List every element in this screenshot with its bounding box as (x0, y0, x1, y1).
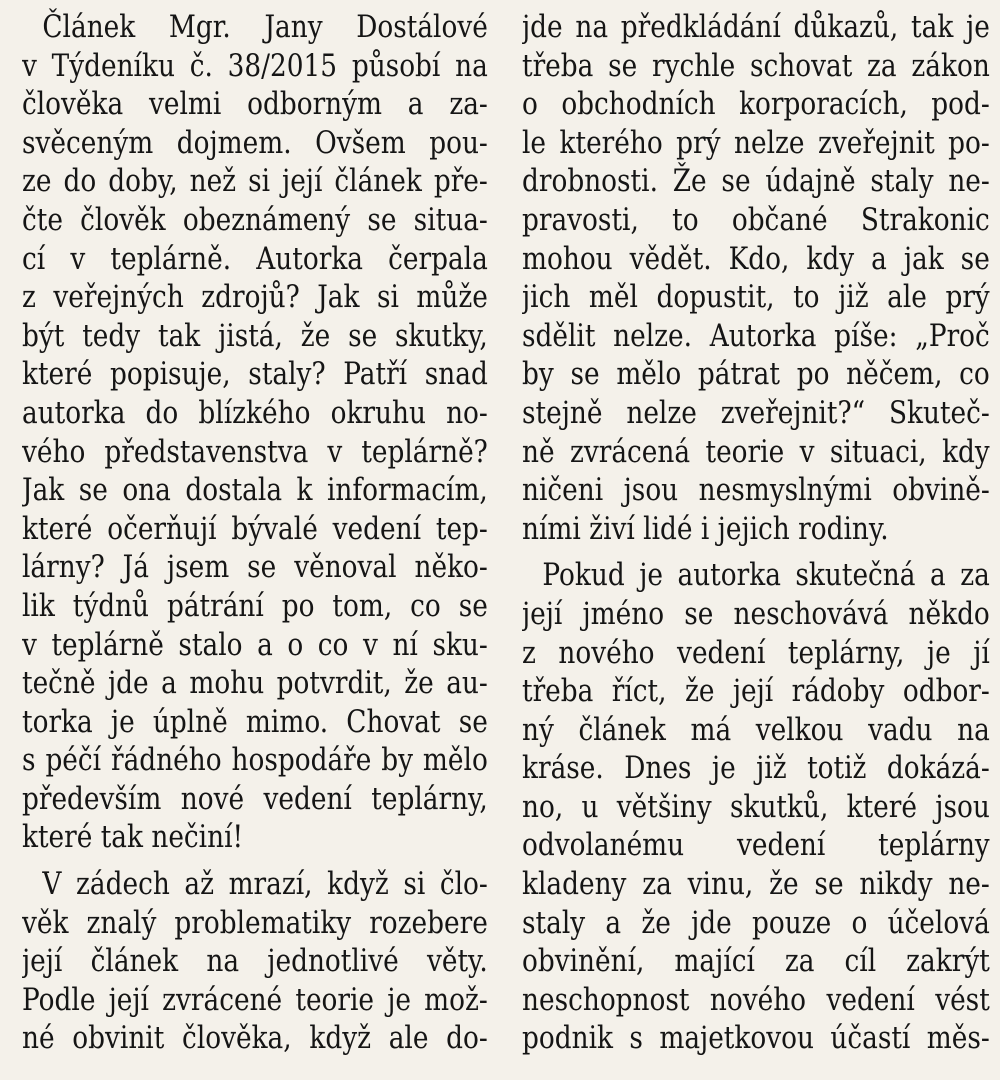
text-line: její článek na jednotlivé věty. (22, 943, 488, 980)
text-line: né obvinit člověka, když ale do- (22, 1020, 488, 1057)
text-line: lárny? Já jsem se věnoval něko- (22, 549, 488, 586)
text-line: třeba říct, že její rádoby odbor- (522, 673, 990, 710)
text-line: staly a že jde pouze o účelová (522, 904, 990, 941)
text-line: především nové vedení teplárny, (22, 780, 488, 817)
text-line: její jméno se neschovává někdo (522, 595, 990, 632)
text-line: Článek Mgr. Jany Dostálové (42, 9, 488, 45)
text-line: svěceným dojmem. Ovšem pou- (22, 124, 488, 161)
text-line: sdělit nelze. Autorka píše: „Proč (522, 317, 990, 354)
text-line: třeba se rychle schovat za zákon (522, 47, 990, 84)
text-line: no, u většiny skutků, které jsou (522, 788, 990, 825)
right-column (522, 8, 990, 1058)
text-line: stejně nelze zveřejnit?“ Skuteč- (522, 394, 990, 431)
text-line: Jak se ona dostala k informacím, (22, 472, 488, 509)
text-line: jde na předkládání důkazů, tak je (522, 9, 990, 45)
text-line: ničeni jsou nesmyslnými obvině- (522, 472, 990, 509)
text-line: tečně jde a mohu potvrdit, že au- (22, 665, 488, 702)
text-line: Podle její zvrácené teorie je mož- (22, 981, 488, 1018)
text-line: člověka velmi odborným a za- (22, 86, 488, 123)
text-line: věk znalý problematiky rozebere (22, 904, 488, 941)
text-line: o obchodních korporacích, pod- (522, 86, 990, 123)
text-line: které očerňují bývalé vedení tep- (22, 510, 488, 547)
text-line: mohou vědět. Kdo, kdy a jak se (522, 240, 990, 277)
text-line: drobnosti. Že se údajně staly ne- (522, 163, 990, 200)
text-line: ními živí lidé i jejich rodiny. (522, 510, 889, 547)
text-line: ný článek má velkou vadu na (522, 711, 990, 748)
text-line: kladeny za vinu, že se nikdy ne- (522, 866, 990, 903)
text-line: vého představenstva v teplárně? (22, 433, 488, 470)
text-line: kráse. Dnes je již totiž dokázá- (522, 750, 990, 787)
text-line: čte člověk obeznámený se situa- (22, 201, 488, 238)
text-line: z veřejných zdrojů? Jak si může (22, 279, 488, 316)
text-line: v Týdeníku č. 38/2015 působí na (22, 47, 488, 84)
text-line: Pokud je autorka skutečná a za (542, 557, 990, 594)
text-line: odvolanému vedení teplárny (522, 827, 990, 864)
text-line: cí v teplárně. Autorka čerpala (22, 240, 488, 277)
paragraph-gap (22, 857, 488, 865)
text-line: obvinění, mající za cíl zakrýt (522, 943, 990, 980)
text-line: podnik s majetkovou účastí měs- (522, 1020, 990, 1057)
text-line: V zádech až mrazí, když si člo- (42, 866, 488, 903)
left-column (22, 8, 488, 1058)
text-line: ně zvrácená teorie v situaci, kdy (522, 433, 990, 470)
text-line: autorka do blízkého okruhu no- (22, 394, 488, 431)
text-line: pravosti, to občané Strakonic (522, 201, 990, 238)
text-line: z nového vedení teplárny, je jí (522, 634, 990, 671)
text-line: jich měl dopustit, to již ale prý (522, 279, 990, 316)
text-line: le kterého prý nelze zveřejnit po- (522, 124, 990, 161)
text-line: lik týdnů pátrání po tom, co se (22, 587, 488, 624)
paragraph-gap (522, 548, 990, 556)
text-line: s péčí řádného hospodáře by mělo (22, 742, 488, 779)
text-line: které tak nečiní! (22, 819, 244, 856)
text-line: ze do doby, než si její článek pře- (22, 163, 488, 200)
text-line: torka je úplně mimo. Chovat se (22, 703, 488, 740)
text-line: neschopnost nového vedení vést (522, 981, 990, 1018)
text-line: by se mělo pátrat po něčem, co (522, 356, 990, 393)
text-line: které popisuje, staly? Patří snad (22, 356, 488, 393)
text-line: být tedy tak jistá, že se skutky, (22, 317, 488, 354)
text-line: v teplárně stalo a o co v ní sku- (22, 626, 488, 663)
